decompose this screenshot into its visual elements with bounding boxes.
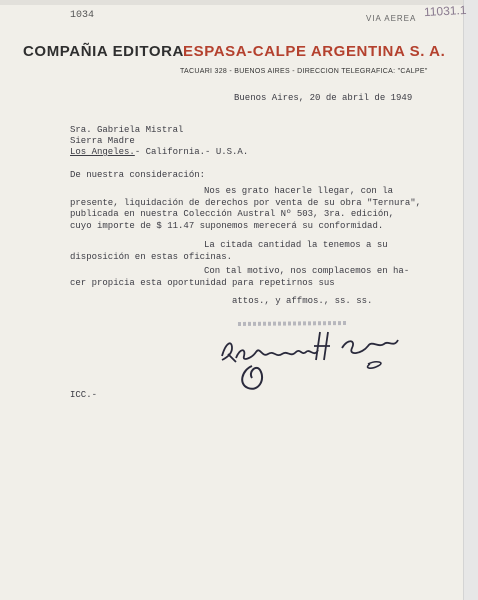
recipient-street: Sierra Madre (70, 136, 135, 146)
body-line: cer propicia esta oportunidad para repetirnos sus (70, 278, 335, 288)
body-line: presente, liquidación de derechos por venta de su obra "Ternura", (70, 198, 422, 208)
handwritten-signature (218, 318, 418, 398)
footer-initials: ICC.- (70, 390, 98, 400)
letterhead-address: TACUARI 328 - BUENOS AIRES - DIRECCION TELEGRAFICA: "CALPE" (180, 68, 428, 75)
letterhead-company-name: ESPASA-CALPE ARGENTINA S. A. (183, 43, 446, 60)
scan-top-strip (0, 0, 478, 5)
date-line: Buenos Aires, 20 de abril de 1949 (234, 93, 413, 103)
body-line: Nos es grato hacerle llegar, con la (204, 186, 394, 196)
airmail-label: VIA AEREA (366, 14, 417, 23)
body-line: cuyo importe de $ 11.47 suponemos merecerá su conformidad. (70, 221, 384, 231)
body-line: publicada en nuestra Colección Austral Nº 503, 3ra. edición, (70, 209, 395, 219)
closing-line: attos., y affmos., ss. ss. (232, 296, 373, 306)
reference-number: 1034 (70, 10, 95, 21)
recipient-city: Los Angeles. (70, 147, 135, 157)
body-line: disposición en estas oficinas. (70, 252, 233, 262)
recipient-address-line (70, 147, 248, 157)
recipient-name: Sra. Gabriela Mistral (70, 125, 184, 135)
letterhead-company-prefix: COMPAÑIA EDITORA (23, 43, 184, 60)
scan-right-edge (463, 0, 478, 600)
salutation: De nuestra consideración: (70, 170, 206, 180)
body-line: Con tal motivo, nos complacemos en ha- (204, 266, 410, 276)
handwritten-archive-number: 11031.1 (423, 2, 467, 20)
recipient-region: - California.- U.S.A. (134, 147, 249, 157)
body-line: La citada cantidad la tenemos a su (204, 240, 388, 250)
